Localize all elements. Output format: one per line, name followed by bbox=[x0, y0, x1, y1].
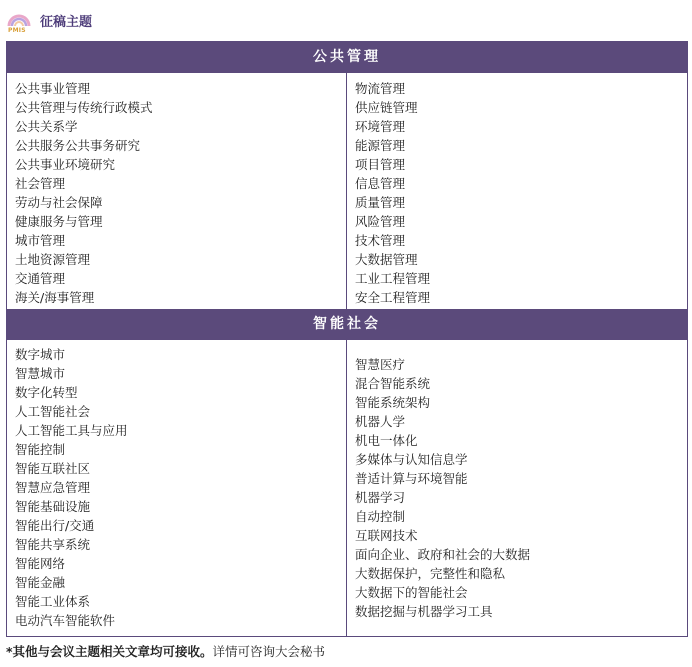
topic-item: 机器人学 bbox=[355, 414, 406, 429]
topic-item: 智能基础设施 bbox=[15, 499, 91, 514]
topic-item: 项目管理 bbox=[355, 157, 406, 172]
topic-item: 机器学习 bbox=[355, 490, 406, 505]
smart-society-left-column bbox=[7, 340, 347, 636]
topic-item: 多媒体与认知信息学 bbox=[355, 452, 468, 467]
topic-item: 数字城市 bbox=[15, 347, 66, 362]
topic-item: 面向企业、政府和社会的大数据 bbox=[355, 547, 531, 562]
topic-item: 大数据管理 bbox=[355, 252, 418, 267]
topic-item: 质量管理 bbox=[355, 195, 406, 210]
topic-item: 智能网络 bbox=[15, 556, 66, 571]
topic-item: 电动汽车智能软件 bbox=[15, 613, 116, 628]
topic-item: 公共事业环境研究 bbox=[15, 157, 116, 172]
logo-rainbow-icon bbox=[6, 8, 32, 28]
topic-item: 智能金融 bbox=[15, 575, 66, 590]
topic-item: 风险管理 bbox=[355, 214, 406, 229]
topic-item: 工业工程管理 bbox=[355, 271, 431, 286]
public-management-right-column bbox=[347, 73, 687, 309]
topic-item: 信息管理 bbox=[355, 176, 406, 191]
topic-item: 健康服务与管理 bbox=[15, 214, 103, 229]
footer-note bbox=[6, 642, 325, 660]
topic-item: 公共管理与传统行政模式 bbox=[15, 100, 153, 115]
topic-item: 供应链管理 bbox=[355, 100, 418, 115]
topic-item: 智慧医疗 bbox=[355, 357, 406, 372]
section-header-public-management: 公共管理 bbox=[7, 42, 687, 73]
topic-item: 海关/海事管理 bbox=[15, 290, 95, 305]
section-header-smart-society: 智能社会 bbox=[7, 309, 687, 340]
topic-item: 物流管理 bbox=[355, 81, 406, 96]
topic-item: 能源管理 bbox=[355, 138, 406, 153]
topic-item: 机电一体化 bbox=[355, 433, 418, 448]
topic-item: 交通管理 bbox=[15, 271, 66, 286]
topics-table bbox=[6, 41, 688, 637]
topic-item: 智能系统架构 bbox=[355, 395, 431, 410]
topic-item: 智能互联社区 bbox=[15, 461, 91, 476]
topic-item: 公共关系学 bbox=[15, 119, 78, 134]
topic-item: 社会管理 bbox=[15, 176, 66, 191]
topic-item: 自动控制 bbox=[355, 509, 406, 524]
topic-item: 公共服务公共事务研究 bbox=[15, 138, 141, 153]
topic-item: 混合智能系统 bbox=[355, 376, 431, 391]
topic-item: 智慧应急管理 bbox=[15, 480, 91, 495]
smart-society-right-column bbox=[347, 340, 687, 636]
topic-item: 人工智能工具与应用 bbox=[15, 423, 128, 438]
topic-item: 技术管理 bbox=[355, 233, 406, 248]
topic-item: 大数据保护，完整性和隐私 bbox=[355, 566, 506, 581]
logo-text: PMIS bbox=[8, 27, 26, 34]
page-title: 征稿主题 bbox=[40, 14, 93, 30]
public-management-left-column bbox=[7, 73, 347, 309]
topic-item: 智能出行/交通 bbox=[15, 518, 95, 533]
topic-item: 数字化转型 bbox=[15, 385, 78, 400]
topic-item: 智能共享系统 bbox=[15, 537, 91, 552]
topic-item: 智能工业体系 bbox=[15, 594, 91, 609]
footer-normal-text: 详情可咨询大会秘书 bbox=[212, 644, 326, 659]
pmis-logo bbox=[6, 8, 32, 32]
topic-item: 安全工程管理 bbox=[355, 290, 431, 305]
public-management-row bbox=[7, 73, 687, 309]
topic-item: 数据挖掘与机器学习工具 bbox=[355, 604, 493, 619]
topic-item: 人工智能社会 bbox=[15, 404, 91, 419]
page-header bbox=[6, 6, 92, 34]
topic-item: 智能控制 bbox=[15, 442, 66, 457]
topic-item: 大数据下的智能社会 bbox=[355, 585, 468, 600]
topic-item: 公共事业管理 bbox=[15, 81, 91, 96]
topic-item: 土地资源管理 bbox=[15, 252, 91, 267]
footer-bold-text: *其他与会议主题相关文章均可接收。 bbox=[6, 644, 213, 659]
topic-item: 城市管理 bbox=[15, 233, 66, 248]
topic-item: 环境管理 bbox=[355, 119, 406, 134]
topic-item: 普适计算与环境智能 bbox=[355, 471, 468, 486]
topic-item: 智慧城市 bbox=[15, 366, 66, 381]
topic-item: 互联网技术 bbox=[355, 528, 418, 543]
topic-item: 劳动与社会保障 bbox=[15, 195, 103, 210]
smart-society-row bbox=[7, 340, 687, 636]
